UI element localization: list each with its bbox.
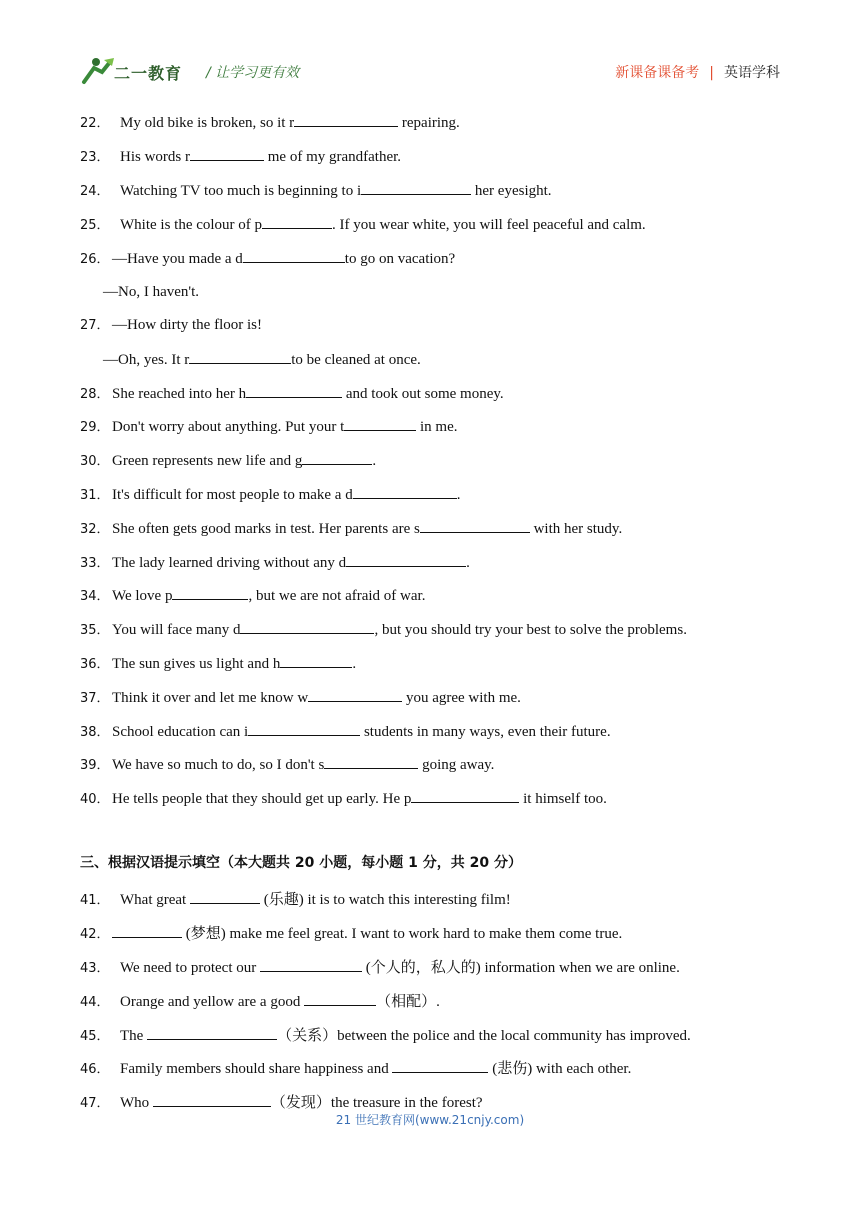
answer-blank[interactable] — [361, 180, 471, 195]
question-22: 22． My old bike is broken, so it r repairing. — [80, 112, 460, 134]
header-separator: | — [709, 65, 714, 81]
answer-blank[interactable] — [346, 552, 466, 567]
question-45: 45． The （关系）between the police and the local community has improved. — [80, 1025, 691, 1047]
answer-blank[interactable] — [392, 1058, 488, 1073]
section-three-heading: 三、根据汉语提示填空（本大题共 20 小题，每小题 1 分，共 20 分） — [80, 855, 522, 871]
header-tag: 新课备课备考 — [615, 65, 700, 81]
question-39: 39． We have so much to do, so I don't s going away. — [80, 754, 494, 776]
answer-blank[interactable] — [190, 146, 264, 161]
question-41: 41． What great (乐趣) it is to watch this interesting film! — [80, 889, 511, 911]
answer-blank[interactable] — [280, 653, 352, 668]
question-34: 34． We love p , but we are not afraid of war. — [80, 585, 425, 607]
answer-blank[interactable] — [420, 518, 530, 533]
question-35: 35． You will face many d , but you should try your best to solve the problems. — [80, 619, 687, 641]
answer-blank[interactable] — [246, 383, 342, 398]
header-subject — [615, 62, 780, 82]
question-23: 23． His words r me of my grandfather. — [80, 146, 401, 168]
question-26-reply: —No, I haven't. — [103, 284, 200, 300]
answer-blank[interactable] — [353, 484, 457, 499]
answer-blank[interactable] — [344, 416, 416, 431]
question-40: 40． He tells people that they should get up early. He p it himself too. — [80, 788, 607, 810]
question-27-reply: —Oh, yes. It r to be cleaned at once. — [103, 349, 421, 370]
answer-blank[interactable] — [147, 1025, 277, 1040]
answer-blank[interactable] — [302, 450, 372, 465]
question-31: 31． It's difficult for most people to make a d . — [80, 484, 460, 506]
answer-blank[interactable] — [190, 889, 260, 904]
question-47: 47． Who （发现）the treasure in the forest? — [80, 1092, 483, 1114]
question-26: 26． —Have you made a d to go on vacation? — [80, 248, 455, 270]
answer-blank[interactable] — [411, 788, 519, 803]
answer-blank[interactable] — [248, 721, 360, 736]
header-slogan: / 让学习更有效 — [206, 65, 300, 81]
answer-blank[interactable] — [153, 1092, 271, 1107]
answer-blank[interactable] — [112, 923, 182, 938]
question-27: 27． —How dirty the floor is! — [80, 317, 262, 333]
answer-blank[interactable] — [294, 112, 398, 127]
question-38: 38． School education can i students in many ways, even their future. — [80, 721, 611, 743]
answer-blank[interactable] — [189, 349, 291, 364]
answer-blank[interactable] — [240, 619, 374, 634]
question-37: 37． Think it over and let me know w you agree with me. — [80, 687, 521, 709]
answer-blank[interactable] — [324, 754, 418, 769]
question-43: 43． We need to protect our (个人的，私人的) information when we are online. — [80, 957, 680, 979]
page-footer: 21 世纪教育网(www.21cnjy.com) — [335, 1113, 525, 1127]
question-29: 29． Don't worry about anything. Put your t in me. — [80, 416, 458, 438]
logo-text: 二一教育 — [114, 64, 183, 83]
answer-blank[interactable] — [172, 585, 248, 600]
answer-blank[interactable] — [308, 687, 402, 702]
answer-blank[interactable] — [262, 214, 332, 229]
header-subject-label: 英语学科 — [724, 65, 780, 81]
question-30: 30． Green represents new life and g . — [80, 450, 376, 472]
question-32: 32． She often gets good marks in test. Her parents are s with her study. — [80, 518, 622, 540]
question-36: 36． The sun gives us light and h . — [80, 653, 356, 675]
question-33: 33． The lady learned driving without any d . — [80, 552, 470, 574]
question-24: 24． Watching TV too much is beginning to i her eyesight. — [80, 180, 552, 202]
question-28: 28． She reached into her h and took out some money. — [80, 383, 504, 405]
question-25: 25． White is the colour of p . If you wear white, you will feel peaceful and calm. — [80, 214, 646, 236]
answer-blank[interactable] — [243, 248, 345, 263]
question-46: 46． Family members should share happiness and (悲伤) with each other. — [80, 1058, 631, 1080]
answer-blank[interactable] — [260, 957, 362, 972]
page-header — [80, 54, 780, 90]
question-44: 44． Orange and yellow are a good （相配）. — [80, 991, 440, 1013]
answer-blank[interactable] — [304, 991, 376, 1006]
question-42: 42． (梦想) make me feel great. I want to work hard to make them come true. — [80, 923, 622, 945]
